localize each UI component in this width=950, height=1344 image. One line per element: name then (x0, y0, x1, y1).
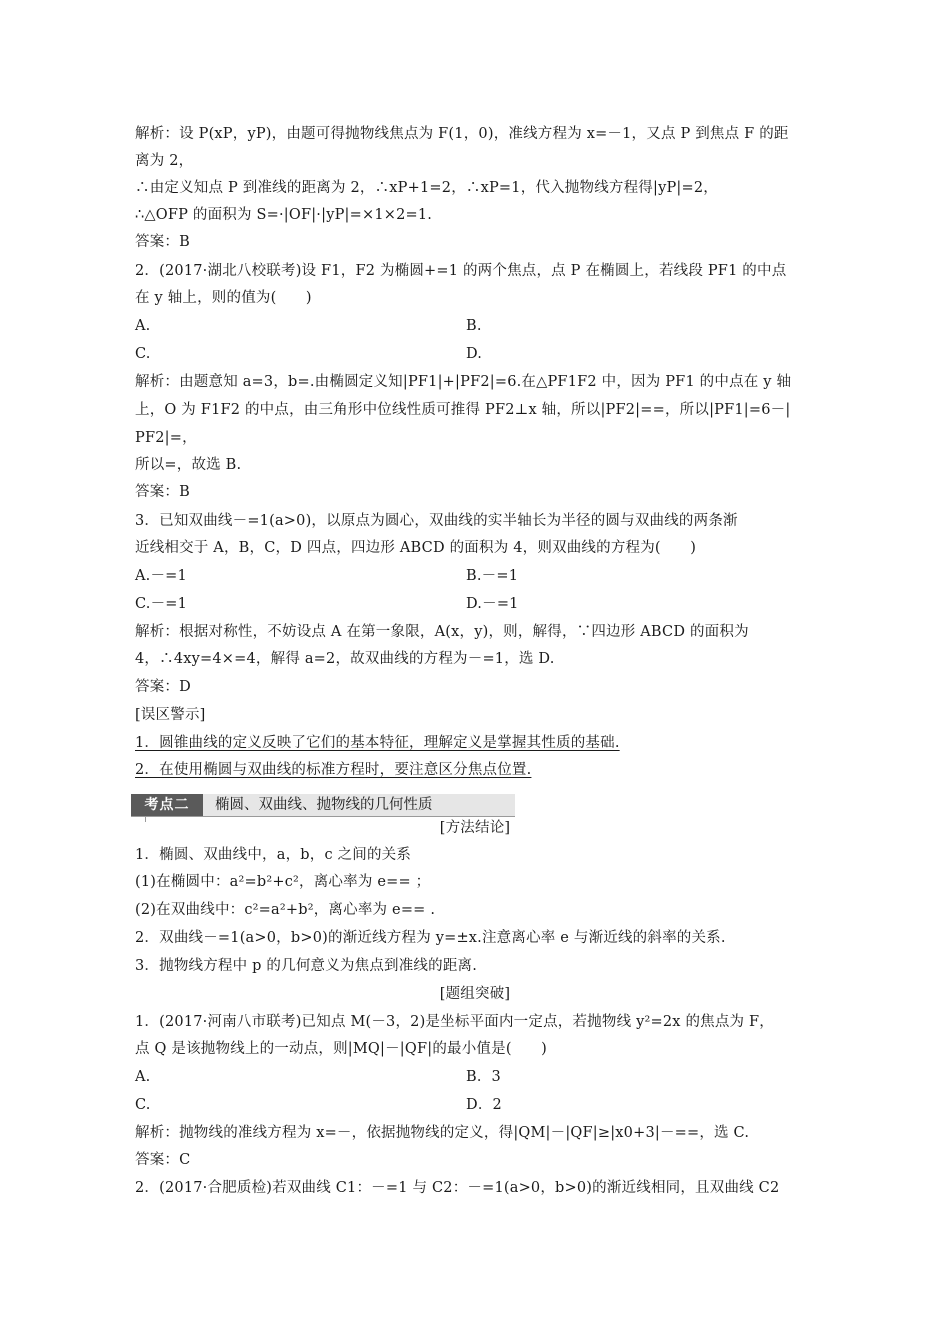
heading-practice: [题组突破] (439, 986, 511, 1002)
text-line: 2．双曲线－=1(a>0，b>0)的渐近线方程为 y=±x.注意离心率 e 与渐近线的斜率的关系. (135, 930, 726, 946)
section-tag: 考点二 (131, 794, 203, 816)
text-line: ∴△OFP 的面积为 S=·|OF|·|yP|=×1×2=1. (135, 207, 433, 223)
heading-misconception: [误区警示] (135, 707, 206, 723)
question-line: 3．已知双曲线－=1(a>0)，以原点为圆心，双曲线的实半轴长为半径的圆与双曲线的两条渐 (135, 513, 738, 529)
text-line: 解析：设 P(xP，yP)，由题可得抛物线焦点为 F(1，0)，准线方程为 x=－1，又点 P 到焦点 F 的距 (135, 126, 789, 142)
question-line: 2．(2017·合肥质检)若双曲线 C1：－=1 与 C2：－=1(a>0，b>0)的渐近线相同，且双曲线 C2 (135, 1180, 780, 1196)
question-line: 1．(2017·河南八市联考)已知点 M(－3，2)是坐标平面内一定点，若抛物线 y²=2x 的焦点为 F， (135, 1014, 775, 1030)
text-line: 解析：由题意知 a=3，b=.由椭圆定义知|PF1|+|PF2|=6.在△PF1F2 中，因为 PF1 的中点在 y 轴 (135, 374, 792, 390)
warning-line: 2．在使用椭圆与双曲线的标准方程时，要注意区分焦点位置. (135, 762, 532, 778)
option-c: C. (135, 346, 151, 362)
answer-line: 答案：B (135, 234, 190, 250)
text-line: 4，∴4xy=4×=4，解得 a=2，故双曲线的方程为－=1，选 D. (135, 651, 555, 667)
text-line: 1．椭圆、双曲线中，a，b，c 之间的关系 (135, 847, 412, 863)
text-line: ∴由定义知点 P 到准线的距离为 2，∴xP+1=2，∴xP=1，代入抛物线方程得|yP|=2， (135, 180, 718, 196)
question-line: 在 y 轴上，则的值为( ) (135, 290, 312, 306)
text-line: 解析：根据对称性，不妨设点 A 在第一象限，A(x，y)，则，解得，∵四边形 ABCD 的面积为 (135, 624, 749, 640)
option-b: B．3 (466, 1069, 501, 1085)
option-c: C. (135, 1097, 151, 1113)
option-a: A.－=1 (135, 568, 187, 584)
text-line: 离为 2， (135, 153, 194, 169)
text-line: (2)在双曲线中：c²=a²+b²，离心率为 e== . (135, 902, 436, 918)
option-a: A. (135, 1069, 151, 1085)
question-line: 点 Q 是该抛物线上的一动点，则|MQ|－|QF|的最小值是( ) (135, 1041, 547, 1057)
option-b: B. (466, 318, 482, 334)
answer-line: 答案：B (135, 484, 190, 500)
text-line: 解析：抛物线的准线方程为 x=－，依据抛物线的定义，得|QM|－|QF|≥|x0+3|－==，选 C. (135, 1125, 750, 1141)
text-line: PF2|=， (135, 430, 197, 446)
question-line: 2．(2017·湖北八校联考)设 F1，F2 为椭圆+=1 的两个焦点，点 P 在椭圆上，若线段 PF1 的中点 (135, 263, 787, 279)
option-d: D. (466, 346, 483, 362)
heading-method: [方法结论] (439, 820, 511, 836)
text-line: 3．抛物线方程中 p 的几何意义为焦点到准线的距离. (135, 958, 478, 974)
option-c: C.－=1 (135, 596, 188, 612)
text-line: 上，O 为 F1F2 的中点，由三角形中位线性质可推得 PF2⊥x 轴，所以|PF2|==，所以|PF1|=6－| (135, 402, 791, 418)
option-d: D．2 (466, 1097, 502, 1113)
answer-line: 答案：C (135, 1152, 191, 1168)
option-d: D.－=1 (466, 596, 519, 612)
answer-line: 答案：D (135, 679, 191, 695)
section-title: 椭圆、双曲线、抛物线的几何性质 (215, 797, 433, 813)
section-header (131, 794, 515, 817)
text-line: (1)在椭圆中：a²=b²+c²，离心率为 e== ； (135, 874, 431, 890)
option-b: B.－=1 (466, 568, 519, 584)
warning-line: 1．圆锥曲线的定义反映了它们的基本特征，理解定义是掌握其性质的基础. (135, 735, 620, 751)
text-line: 所以=，故选 B. (135, 457, 242, 473)
option-a: A. (135, 318, 151, 334)
question-line: 近线相交于 A，B，C，D 四点，四边形 ABCD 的面积为 4，则双曲线的方程为( ) (135, 540, 697, 556)
